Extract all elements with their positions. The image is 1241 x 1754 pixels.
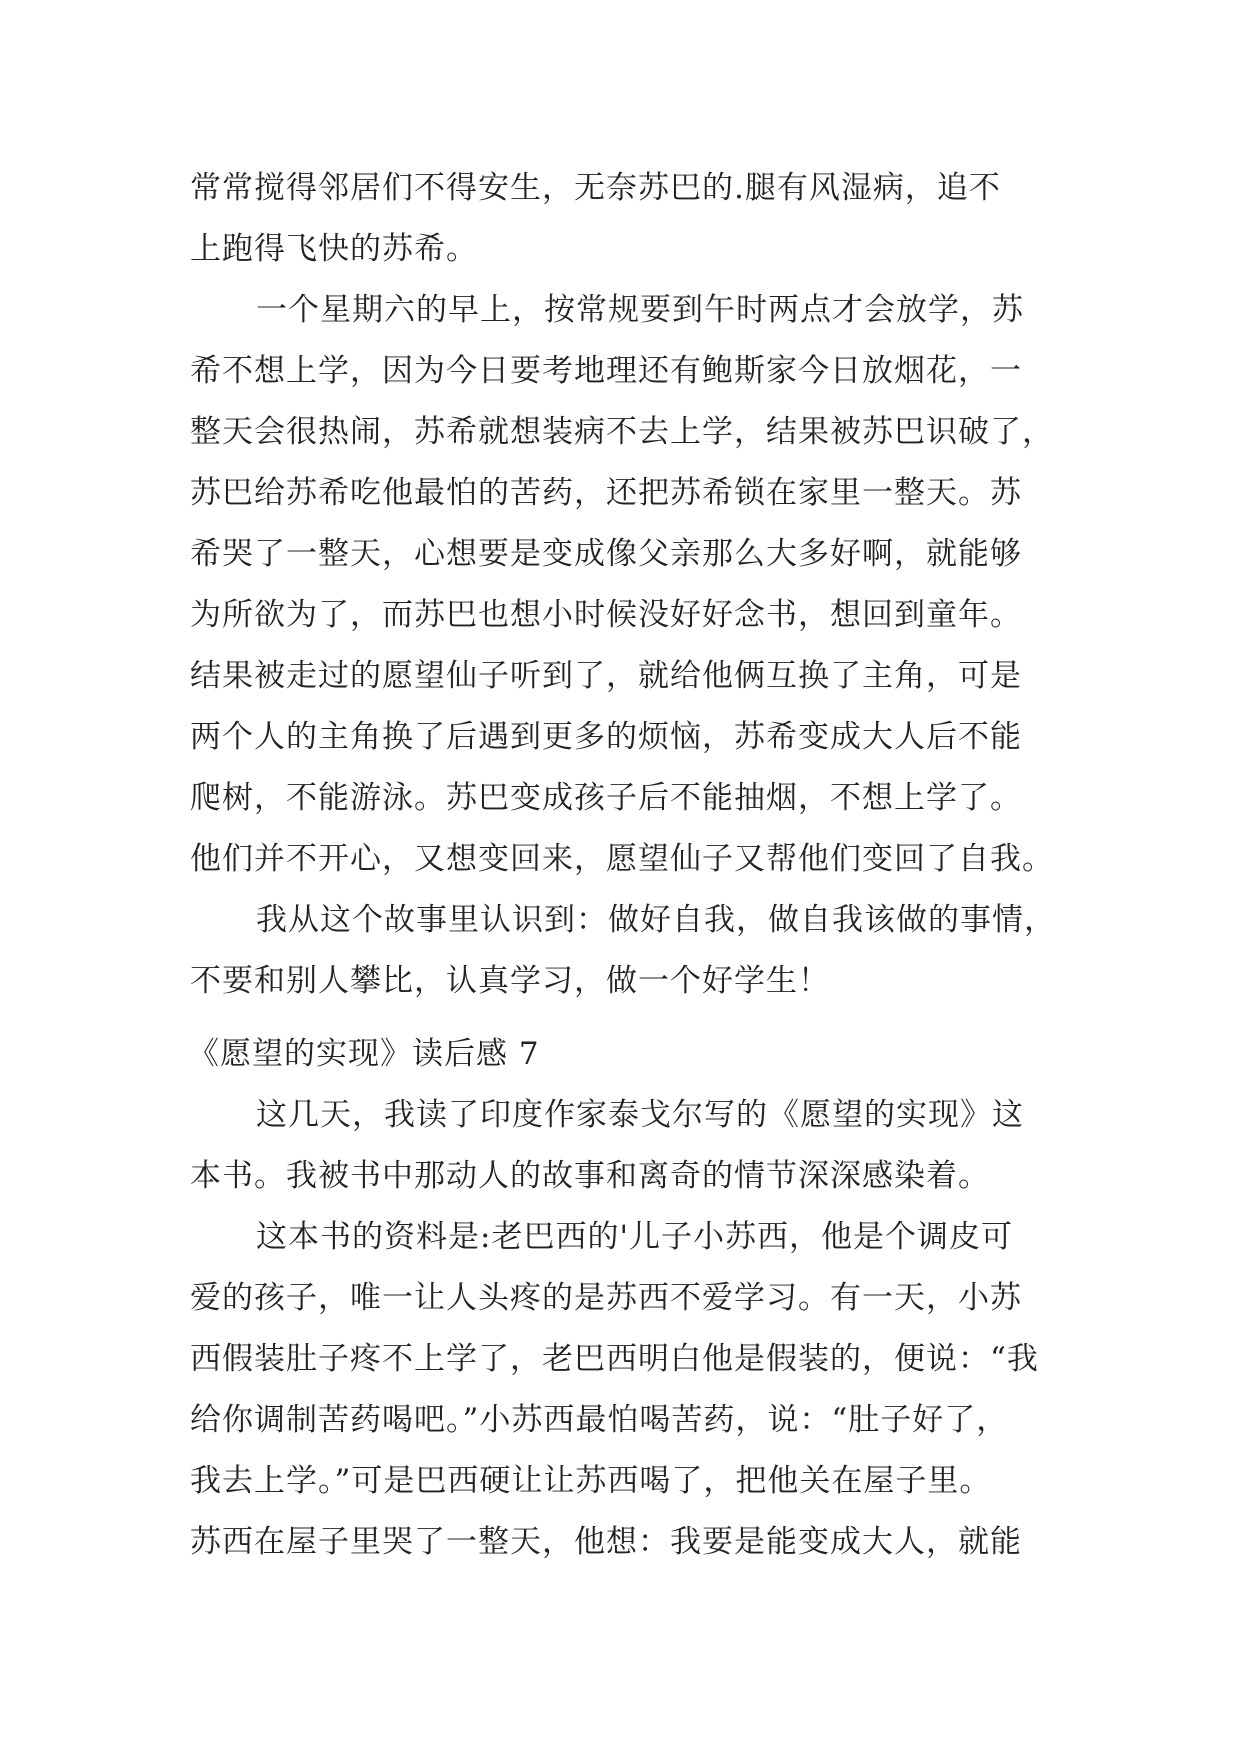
text-line: 整天会很热闹，苏希就想装病不去上学，结果被苏巴识破了，	[190, 414, 1054, 450]
text-line: 希不想上学，因为今日要考地理还有鲍斯家今日放烟花，一	[190, 353, 1022, 389]
essay-body	[190, 1085, 1060, 1573]
text-line: 给你调制苦药喝吧。”小苏西最怕喝苦药，说：“肚子好了，	[190, 1402, 1009, 1438]
text-line: 苏西在屋子里哭了一整天，他想：我要是能变成大人，就能	[190, 1524, 1022, 1560]
essay-body-continued	[190, 158, 1060, 1012]
text-line: 为所欲为了，而苏巴也想小时候没好好念书，想回到童年。	[190, 597, 1022, 633]
text-line: 他们并不开心，又想变回来，愿望仙子又帮他们变回了自我。	[190, 841, 1054, 877]
paragraph-start-line: 一个星期六的早上，按常规要到午时两点才会放学，苏	[256, 292, 1024, 328]
paragraph-start-line: 这几天，我读了印度作家泰戈尔写的《愿望的实现》这	[256, 1097, 1024, 1133]
essay-title: 《愿望的实现》读后感 7	[188, 1036, 540, 1072]
text-line: 西假装肚子疼不上学了，老巴西明白他是假装的，便说：“我	[190, 1341, 1039, 1377]
paragraph-start-line: 我从这个故事里认识到：做好自我，做自我该做的事情，	[256, 902, 1056, 938]
text-line: 苏巴给苏希吃他最怕的苦药，还把苏希锁在家里一整天。苏	[190, 475, 1022, 511]
text-line: 爬树，不能游泳。苏巴变成孩子后不能抽烟，不想上学了。	[190, 780, 1022, 816]
text-line: 希哭了一整天，心想要是变成像父亲那么大多好啊，就能够	[190, 536, 1022, 572]
text-line: 爱的孩子，唯一让人头疼的是苏西不爱学习。有一天，小苏	[190, 1280, 1022, 1316]
text-line: 结果被走过的愿望仙子听到了，就给他俩互换了主角，可是	[190, 658, 1022, 694]
text-line: 两个人的主角换了后遇到更多的烦恼，苏希变成大人后不能	[190, 719, 1022, 755]
text-line: 不要和别人攀比，认真学习，做一个好学生！	[190, 963, 830, 999]
text-line: 我去上学。”可是巴西硬让让苏西喝了，把他关在屋子里。	[190, 1463, 992, 1499]
text-line: 常常搅得邻居们不得安生，无奈苏巴的.腿有风湿病，追不	[190, 170, 1001, 206]
text-line: 上跑得飞快的苏希。	[190, 231, 478, 267]
text-line: 本书。我被书中那动人的故事和离奇的情节深深感染着。	[190, 1158, 990, 1194]
paragraph-start-line: 这本书的资料是:老巴西的'儿子小苏西，他是个调皮可	[256, 1219, 1013, 1255]
